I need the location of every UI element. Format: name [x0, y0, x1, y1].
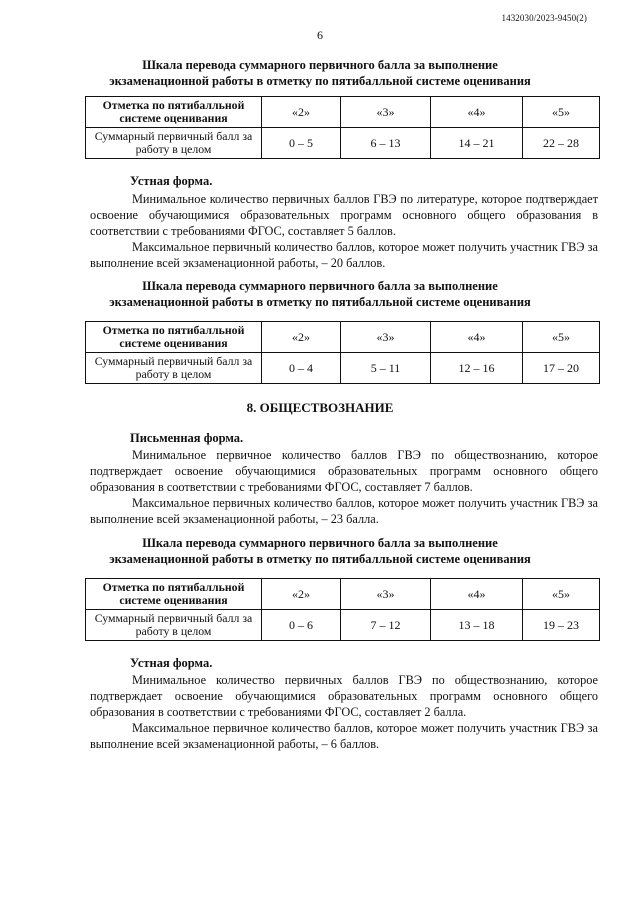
range-cell: 6 – 13 — [341, 128, 431, 159]
grade-5: «5» — [523, 97, 600, 128]
table-row-label: Суммарный первичный балл за работу в целом — [86, 128, 262, 159]
table-row-label: Суммарный первичный балл за работу в целом — [86, 610, 262, 641]
scale-title-2 — [0, 278, 640, 310]
grade-5: «5» — [523, 322, 600, 353]
document-number: 1432030/2023-9450(2) — [501, 13, 587, 23]
social-oral-heading: Устная форма. — [130, 656, 213, 670]
grade-5: «5» — [523, 579, 600, 610]
range-cell: 13 – 18 — [431, 610, 523, 641]
page-number: 6 — [317, 28, 323, 42]
range-cell: 19 – 23 — [523, 610, 600, 641]
social-written-heading: Письменная форма. — [130, 431, 244, 445]
scale-title-3-line2: экзаменационной работы в отметку по пятибалльной системе оценивания — [109, 552, 531, 566]
grade-2: «2» — [262, 322, 341, 353]
range-cell: 5 – 11 — [341, 353, 431, 384]
scale-title-2-line1: Шкала перевода суммарного первичного балла за выполнение — [142, 279, 498, 293]
social-written-para1: Минимальное первичное количество баллов ГВЭ по обществознанию, которое подтверждает освоение обучающимися образовательных программ основного общего образования в соответствии с требованиями ФГОС, составляет 7 баллов. — [90, 448, 598, 494]
range-cell: 0 – 5 — [262, 128, 341, 159]
literature-oral-text — [90, 191, 598, 271]
social-oral-para2: Максимальное первичное количество баллов, которое может получить участник ГВЭ за выполнение всей экзаменационной работы, – 6 баллов. — [90, 721, 598, 751]
grade-table-social-written — [85, 578, 600, 641]
table-row-label: Суммарный первичный балл за работу в целом — [86, 353, 262, 384]
scale-title-1 — [0, 57, 640, 89]
grade-table-literature-written — [85, 96, 600, 159]
scale-title-2-line2: экзаменационной работы в отметку по пятибалльной системе оценивания — [109, 295, 531, 309]
table-header-label: Отметка по пятибалльной системе оценивания — [86, 322, 262, 353]
grade-2: «2» — [262, 579, 341, 610]
grade-2: «2» — [262, 97, 341, 128]
literature-oral-heading: Устная форма. — [130, 174, 213, 188]
grade-3: «3» — [341, 97, 431, 128]
grade-4: «4» — [431, 579, 523, 610]
scale-title-3 — [0, 535, 640, 567]
literature-oral-para1: Минимальное количество первичных баллов ГВЭ по литературе, которое подтверждает освоение обучающимися образовательных программ основного общего образования в соответствии с требованиями ФГОС, составляет 5 баллов. — [90, 192, 598, 238]
grade-3: «3» — [341, 579, 431, 610]
grade-4: «4» — [431, 97, 523, 128]
scale-title-1-line2: экзаменационной работы в отметку по пятибалльной системе оценивания — [109, 74, 531, 88]
range-cell: 22 – 28 — [523, 128, 600, 159]
range-cell: 17 – 20 — [523, 353, 600, 384]
scale-title-3-line1: Шкала перевода суммарного первичного балла за выполнение — [142, 536, 498, 550]
range-cell: 7 – 12 — [341, 610, 431, 641]
grade-4: «4» — [431, 322, 523, 353]
social-oral-text — [90, 672, 598, 752]
social-written-para2: Максимальное первичных количество баллов, которое может получить участник ГВЭ за выполнение всей экзаменационной работы, – 23 балла. — [90, 496, 598, 526]
grade-3: «3» — [341, 322, 431, 353]
section-title: 8. ОБЩЕСТВОЗНАНИЕ — [246, 400, 394, 415]
table-header-label: Отметка по пятибалльной системе оценивания — [86, 579, 262, 610]
range-cell: 12 – 16 — [431, 353, 523, 384]
scale-title-1-line1: Шкала перевода суммарного первичного балла за выполнение — [142, 58, 498, 72]
range-cell: 0 – 6 — [262, 610, 341, 641]
range-cell: 14 – 21 — [431, 128, 523, 159]
social-written-text — [90, 447, 598, 527]
range-cell: 0 – 4 — [262, 353, 341, 384]
table-header-label: Отметка по пятибалльной системе оценивания — [86, 97, 262, 128]
grade-table-literature-oral — [85, 321, 600, 384]
literature-oral-para2: Максимальное первичный количество баллов, которое может получить участник ГВЭ за выполнение всей экзаменационной работы, – 20 баллов. — [90, 240, 598, 270]
social-oral-para1: Минимальное количество первичных баллов ГВЭ по обществознанию, которое подтверждает освоение обучающимися образовательных программ основного общего образования в соответствии с требованиями ФГОС, составляет 2 балла. — [90, 673, 598, 719]
